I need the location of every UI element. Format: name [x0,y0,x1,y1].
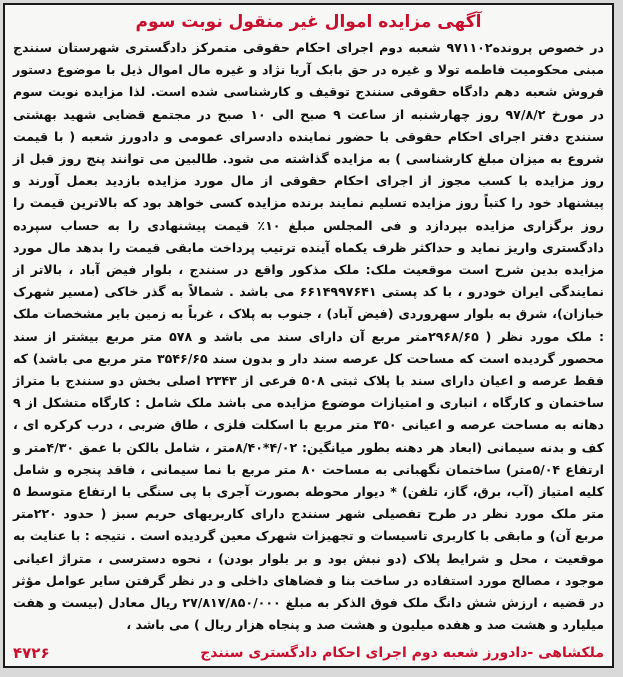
notice-title: آگهی مزایده اموال غیر منقول نوبت سوم [135,12,482,32]
notice-body: در خصوص پرونده۹۷۱۱۰۲ شعبه دوم اجرای احکام حقوقی متمرکز دادگستری شهرستان سنندج مبنی محکومیت فاطمه تولا و غیره در حق بابک آریا نژاد و غیره مال اموال ذیل با موضوع دستور فروش شعبه دهم دادگاه حقوقی سنندج توقیف و کارشناسی شده است. لذا مزایده نوبت سوم در مورخ ۹۷/۸/۲ روز چهارشنبه از ساعت ۹ صبح الی ۱۰ صبح در مجتمع قضایی شهید بهشتی سنندج دفتر اجرای احکام حقوقی با حضور نماینده دادسرای عمومی و دادورز شعبه ( با قیمت شروع به میزان مبلغ کارشناسی ) به مزایده گذاشته می شود. طالبین می توانند پنج روز قبل از روز مزایده با کسب مجوز از اجرای احکام حقوقی از مال مورد مزایده بازدید بعمل آورند و پیشنهاد خود را کتباً روز مزایده تسلیم نمایند برنده مزایده کسی خواهد بود که بالاترین قیمت را روز برگزاری مزایده بپردازد و فی المجلس مبلغ ۱۰٪ قیمت پیشنهادی را به حساب سپرده دادگستری واریز نماید و حداکثر ظرف یکماه آینده ترتیب پرداخت مابقی قیمت را بدهد مال مورد مزایده بدین شرح است موقعیت ملک: ملک مذکور واقع در سنندج ، بلوار فیض آباد ، بالاتر از نمایندگی ایران خودرو ، با کد پستی ۶۶۱۴۹۹۷۶۴۱ می باشد . شمالاً به گذر خاکی (مسیر شهرک خبازان)، شرق به بلوار سهروردی (فیض آباد) ، جنوب به پلاک ، غرباً به زمین بایر مشخصات ملک : ملک مورد نظر ( ۲۹۶۸/۶۵متر مربع آن دارای سند می باشد و ۵۷۸ متر مربع بیشتر از سند محصور گردیده است که مساحت کل عرصه سند دار و بدون سند ۳۵۴۶/۶۵ متر مربع می باشد) که فقط عرصه و اعیان دارای سند با پلاک ثبتی ۵۰۸ فرعی از ۲۳۴۳ اصلی بخش دو سنندج با متراژ ساختمان و کارگاه ، انباری و امتیازات موضوع مزایده می باشد ملک شامل : کارگاه متشکل از ۹ دهانه به مساحت عرصه و اعیانی ۳۵۰ متر مربع با اسکلت فلزی ، طاق ضربی ، درب کرکره ای ، کف و بدنه سیمانی (ابعاد هر دهنه بطور میانگین: ۴/۰۲*۸/۴۰متر ، شامل بالکن با عمق ۴/۳۰متر و ارتفاع ۵/۰۴متر) ساختمان نگهبانی به مساحت ۸۰ متر مربع با نما سیمانی ، فاقد پنجره و شامل کلیه امتیاز (آب، برق، گاز، تلفن) * دیوار محوطه بصورت آجری با پی سنگی با ارتفاع متوسط ۵ متر ملک مورد نظر در طرح تفصیلی شهر سنندج دارای کاربریهای حریم سبز ( حدود ۲۲۰متر مربع آن) و مابقی با کاربری تاسیسات و تجهیزات شهرک معین گردیده است . نتیجه : با عنایت به موقعیت ، محل و شرایط پلاک (دو نبش بود و بر بلوار بودن) ، نحوه دسترسی ، متراژ اعیانی موجود ، مصالح مورد استفاده در ساخت بنا و فضاهای داخلی و در نظر گرفتن سایر عوامل مؤثر در قضیه ، ارزش شش دانگ ملک فوق الذکر به مبلغ ۲۷/۸۱۷/۸۵۰/۰۰۰ ریال معادل (بیست و هفت میلیارد و هشت صد و هفده میلیون و هشت صد و پنجاه هزار ریال ) می باشد ، [13,40,605,633]
notice-signature: ملکشاهی -دادورز شعبه دوم اجرای احکام دادگستری سنندج [200,645,604,661]
notice-footer [13,644,604,662]
ad-code: ۴۷۲۶ [13,644,50,662]
auction-notice [3,3,614,668]
